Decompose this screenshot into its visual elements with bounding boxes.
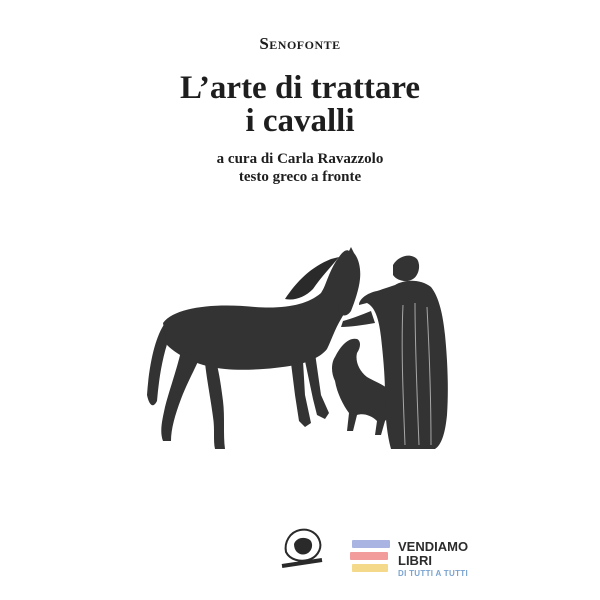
figure-head (393, 256, 419, 281)
logo-stripe-pink (350, 552, 388, 560)
horse-front-leg-1 (305, 353, 329, 419)
horse-body (163, 259, 356, 370)
logo-line-2: LIBRI (398, 553, 432, 568)
logo-line-1: VENDIAMO (398, 539, 469, 554)
logo-stripe-yellow (352, 564, 388, 572)
vendiamo-libri-logo (350, 536, 490, 586)
author-name: Senofonte (259, 34, 341, 53)
book-subtitle (0, 150, 600, 186)
horse-hind-leg-2 (205, 363, 225, 449)
publisher-logo (276, 522, 328, 570)
editor-line: a cura di Carla Ravazzolo (216, 151, 384, 167)
logo-stripes (350, 540, 392, 578)
title-line-1: L’arte di trattare (179, 70, 421, 106)
horse-illustration (135, 245, 475, 460)
logo-text (398, 540, 468, 568)
edition-note: testo greco a fronte (238, 169, 362, 185)
title-line-2: i cavalli (245, 103, 355, 139)
logo-stripe-blue (352, 540, 390, 548)
horse-hind-leg-1 (161, 351, 199, 441)
book-title (0, 72, 600, 138)
logo-tagline: DI TUTTI A TUTTI (398, 569, 468, 578)
